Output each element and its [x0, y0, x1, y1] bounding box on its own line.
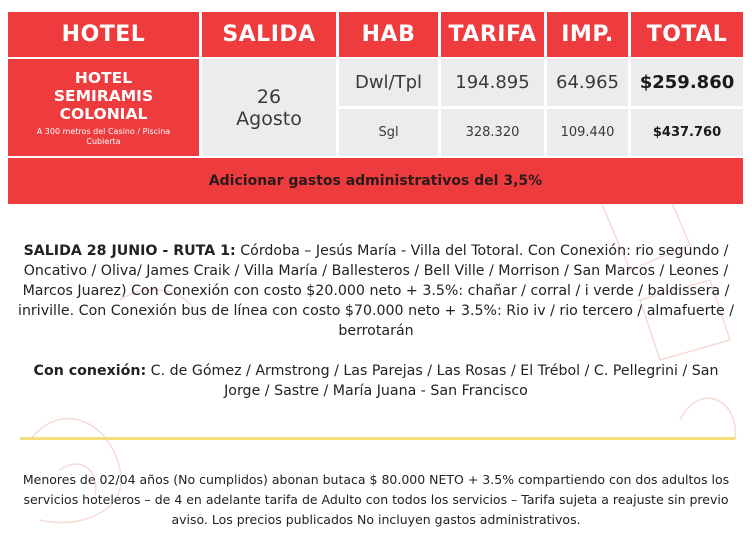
connections-text: C. de Gómez / Armstrong / Las Parejas / Las Rosas / El Trébol / C. Pellegrini / San Jorge / Sastre / María Juana - San Francisco — [146, 363, 719, 399]
hotel-name-line1: HOTEL — [74, 68, 133, 87]
admin-fee-banner: Adicionar gastos administrativos del 3,5% — [8, 158, 743, 204]
header-hab: HAB — [339, 12, 438, 57]
divider — [20, 437, 735, 440]
rate-total-dwl: $259.860 — [631, 59, 743, 106]
table-row — [8, 59, 743, 156]
header-imp: IMP. — [547, 12, 628, 57]
footer-note: Menores de 02/04 años (No cumplidos) abonan butaca $ 80.000 NETO + 3.5% compartiendo con dos adultos los servicios hoteleros – de 4 en adelante tarifa de Adulto con todos los servicios – Tarifa sujeta a reajuste sin previo aviso. Los precios publicados No incluyen gastos administrativos. — [22, 472, 730, 527]
route-label: SALIDA 28 JUNIO - RUTA 1: — [23, 243, 236, 259]
rate-tarifa-sgl: 328.320 — [441, 109, 544, 156]
rate-tarifa-dwl: 194.895 — [441, 59, 544, 106]
hotel-name-line2: SEMIRAMIS — [53, 86, 154, 105]
salida-month: Agosto — [236, 107, 302, 130]
hotel-name-line3: COLONIAL — [59, 104, 148, 123]
header-total: TOTAL — [631, 12, 743, 57]
connections-paragraph — [14, 361, 738, 401]
rate-imp-dwl: 64.965 — [547, 59, 628, 106]
salida-cell — [202, 59, 336, 156]
rate-hab-dwl: Dwl/Tpl — [339, 59, 438, 106]
salida-day: 26 — [256, 85, 282, 108]
rate-total-sgl: $437.760 — [631, 109, 743, 156]
hotel-subtitle: A 300 metros del Casino / Piscina Cubierta — [36, 126, 171, 146]
route-text: Córdoba – Jesús María - Villa del Totoral. Con Conexión: rio segundo / Oncativo / Oliva/ James Craik / Villa María / Ballesteros / Bell Ville / Morrison / San Marcos / Leones / Marcos Juarez) Con Conexión con costo $20.000 neto + 3.5%: chañar / corral / i verde / baldissera / inriville. Con Conexión bus de línea con costo $70.000 neto + 3.5%: Rio iv / rio tercero / almafuerte / berrotarán — [18, 243, 734, 339]
hotel-cell — [8, 59, 199, 156]
header-tarifa: TARIFA — [441, 12, 544, 57]
rate-hab-sgl: Sgl — [339, 109, 438, 156]
route-paragraph — [14, 241, 738, 341]
connections-label: Con conexión: — [33, 363, 147, 379]
rate-imp-sgl: 109.440 — [547, 109, 628, 156]
header-hotel: HOTEL — [8, 12, 199, 57]
header-salida: SALIDA — [202, 12, 336, 57]
